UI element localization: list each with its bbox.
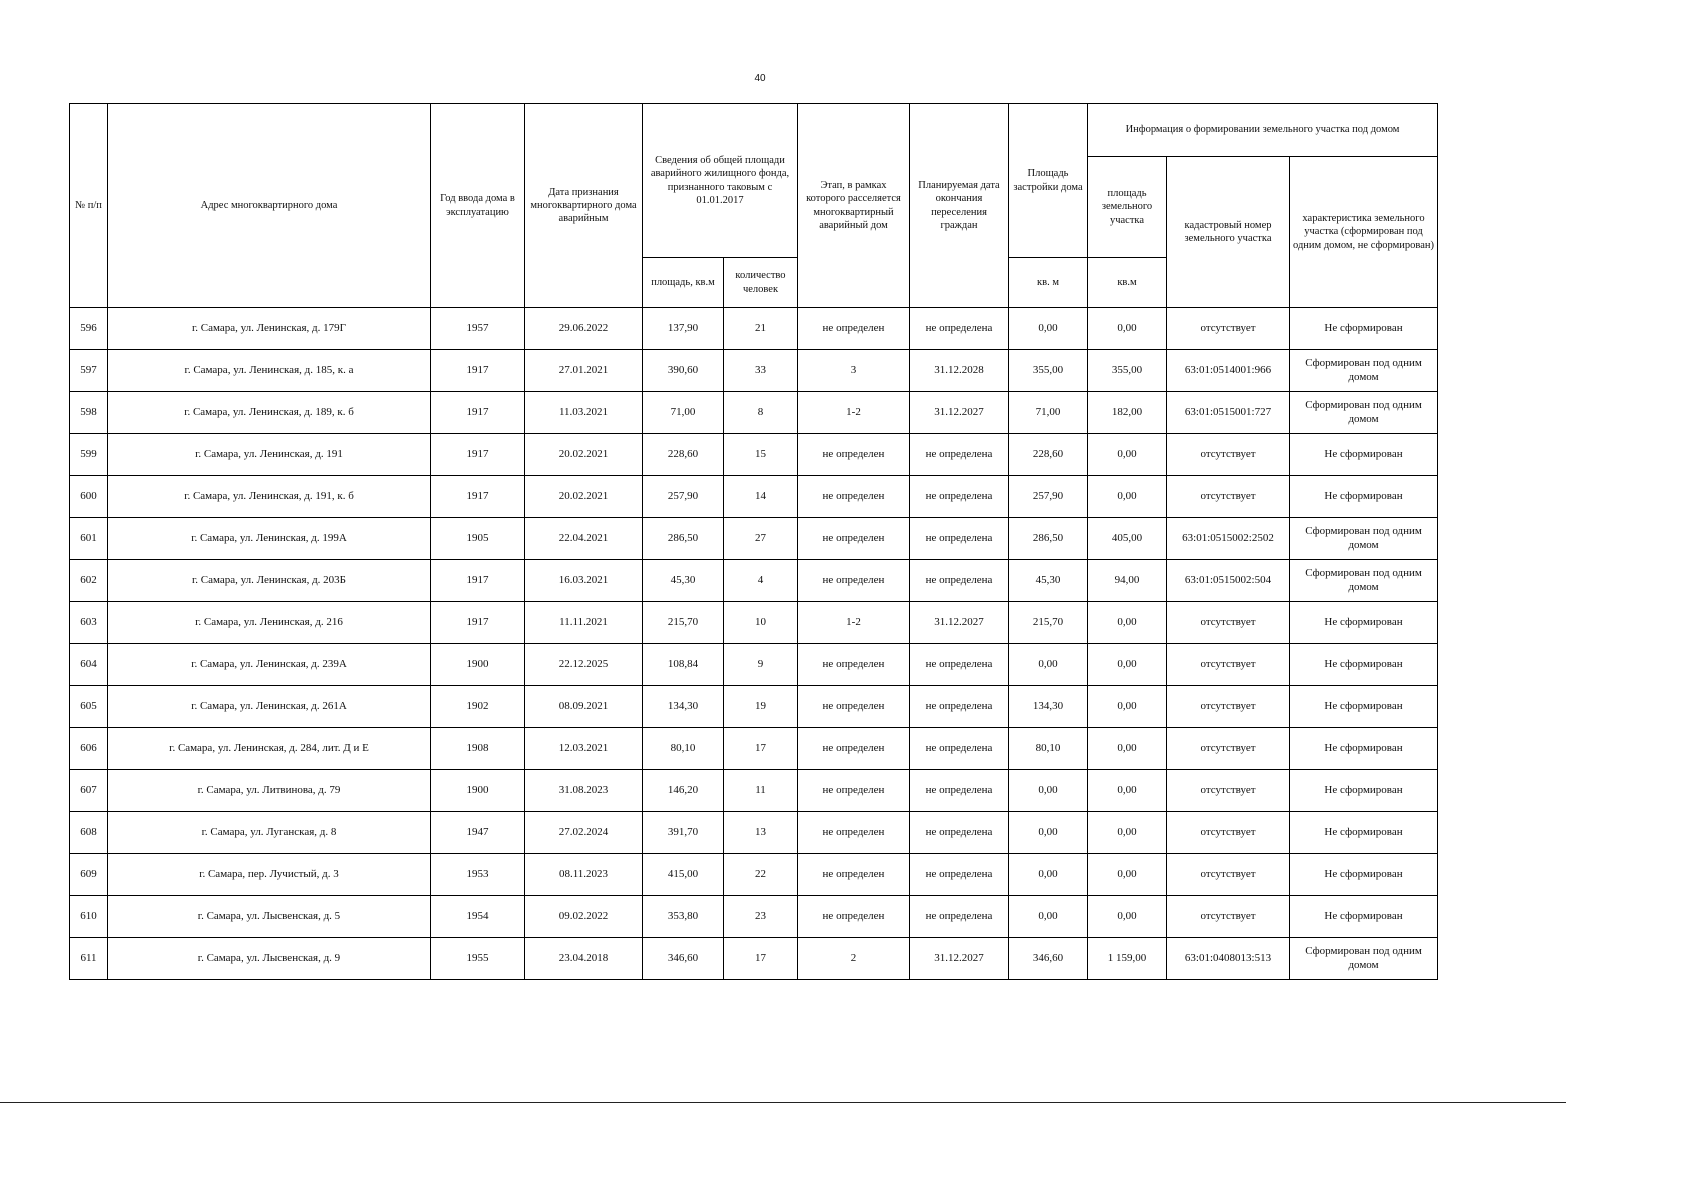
cell-year: 1947: [431, 812, 525, 854]
cell-status: Не сформирован: [1290, 476, 1438, 518]
cell-stage: не определен: [798, 476, 910, 518]
cell-people: 8: [724, 392, 798, 434]
cell-num: 605: [70, 686, 108, 728]
cell-cadastral: 63:01:0515002:504: [1167, 560, 1290, 602]
cell-land-area: 355,00: [1088, 350, 1167, 392]
cell-planned-date: не определена: [910, 686, 1009, 728]
table-row: [70, 518, 1438, 560]
cell-address: г. Самара, ул. Лысвенская, д. 9: [108, 938, 431, 980]
table-row: [70, 434, 1438, 476]
table-row: [70, 770, 1438, 812]
cell-planned-date: не определена: [910, 896, 1009, 938]
cell-people: 11: [724, 770, 798, 812]
cell-date: 27.01.2021: [525, 350, 643, 392]
cell-num: 603: [70, 602, 108, 644]
cell-stage: не определен: [798, 308, 910, 350]
cell-stage: 3: [798, 350, 910, 392]
cell-cadastral: отсутствует: [1167, 728, 1290, 770]
cell-status: Не сформирован: [1290, 770, 1438, 812]
cell-status: Сформирован под одним домом: [1290, 350, 1438, 392]
cell-planned-date: не определена: [910, 308, 1009, 350]
cell-cadastral: отсутствует: [1167, 686, 1290, 728]
table-row: [70, 644, 1438, 686]
cell-date: 08.11.2023: [525, 854, 643, 896]
header-land-area-unit: кв.м: [1088, 258, 1167, 308]
cell-year: 1900: [431, 770, 525, 812]
cell-date: 20.02.2021: [525, 434, 643, 476]
cell-planned-date: 31.12.2027: [910, 938, 1009, 980]
cell-building-area: 71,00: [1009, 392, 1088, 434]
cell-area: 134,30: [643, 686, 724, 728]
table-row: [70, 392, 1438, 434]
cell-land-area: 0,00: [1088, 602, 1167, 644]
cell-building-area: 346,60: [1009, 938, 1088, 980]
cell-date: 27.02.2024: [525, 812, 643, 854]
cell-planned-date: 31.12.2027: [910, 602, 1009, 644]
cell-status: Сформирован под одним домом: [1290, 560, 1438, 602]
table-row: [70, 350, 1438, 392]
cell-land-area: 0,00: [1088, 854, 1167, 896]
header-stage: Этап, в рамках которого расселяется многоквартирный аварийный дом: [798, 104, 910, 308]
table-row: [70, 602, 1438, 644]
header-land-area: площадь земельного участка: [1088, 157, 1167, 258]
cell-area: 146,20: [643, 770, 724, 812]
cell-date: 31.08.2023: [525, 770, 643, 812]
cell-status: Не сформирован: [1290, 308, 1438, 350]
cell-land-area: 0,00: [1088, 434, 1167, 476]
cell-building-area: 0,00: [1009, 770, 1088, 812]
cell-area: 108,84: [643, 644, 724, 686]
header-num: № п/п: [70, 104, 108, 308]
cell-stage: не определен: [798, 896, 910, 938]
cell-planned-date: не определена: [910, 560, 1009, 602]
cell-stage: не определен: [798, 644, 910, 686]
header-cadastral: кадастровый номер земельного участка: [1167, 157, 1290, 308]
cell-planned-date: не определена: [910, 518, 1009, 560]
cell-year: 1955: [431, 938, 525, 980]
cell-year: 1954: [431, 896, 525, 938]
bottom-rule: [0, 1102, 1566, 1103]
cell-address: г. Самара, ул. Ленинская, д. 191: [108, 434, 431, 476]
cell-year: 1953: [431, 854, 525, 896]
cell-area: 353,80: [643, 896, 724, 938]
cell-date: 29.06.2022: [525, 308, 643, 350]
cell-cadastral: отсутствует: [1167, 308, 1290, 350]
cell-address: г. Самара, ул. Литвинова, д. 79: [108, 770, 431, 812]
cell-cadastral: 63:01:0515002:2502: [1167, 518, 1290, 560]
table-body: [70, 308, 1438, 980]
cell-land-area: 0,00: [1088, 686, 1167, 728]
table-row: [70, 728, 1438, 770]
cell-stage: не определен: [798, 854, 910, 896]
cell-year: 1917: [431, 476, 525, 518]
cell-area: 257,90: [643, 476, 724, 518]
cell-area: 415,00: [643, 854, 724, 896]
cell-planned-date: не определена: [910, 476, 1009, 518]
cell-stage: не определен: [798, 686, 910, 728]
cell-year: 1902: [431, 686, 525, 728]
cell-cadastral: отсутствует: [1167, 770, 1290, 812]
cell-year: 1917: [431, 350, 525, 392]
cell-area: 286,50: [643, 518, 724, 560]
cell-planned-date: 31.12.2027: [910, 392, 1009, 434]
cell-cadastral: отсутствует: [1167, 476, 1290, 518]
cell-land-area: 0,00: [1088, 476, 1167, 518]
cell-land-area: 182,00: [1088, 392, 1167, 434]
cell-stage: 1-2: [798, 392, 910, 434]
header-date-recognized: Дата признания многоквартирного дома аварийным: [525, 104, 643, 308]
cell-building-area: 0,00: [1009, 896, 1088, 938]
cell-year: 1917: [431, 560, 525, 602]
cell-num: 601: [70, 518, 108, 560]
cell-people: 33: [724, 350, 798, 392]
cell-date: 09.02.2022: [525, 896, 643, 938]
header-year: Год ввода дома в эксплуатацию: [431, 104, 525, 308]
cell-planned-date: не определена: [910, 728, 1009, 770]
cell-year: 1917: [431, 602, 525, 644]
cell-land-area: 0,00: [1088, 728, 1167, 770]
cell-land-area: 94,00: [1088, 560, 1167, 602]
cell-stage: не определен: [798, 518, 910, 560]
cell-status: Сформирован под одним домом: [1290, 518, 1438, 560]
cell-address: г. Самара, ул. Ленинская, д. 239А: [108, 644, 431, 686]
cell-date: 23.04.2018: [525, 938, 643, 980]
cell-building-area: 228,60: [1009, 434, 1088, 476]
cell-year: 1917: [431, 392, 525, 434]
cell-address: г. Самара, ул. Ленинская, д. 189, к. б: [108, 392, 431, 434]
table-row: [70, 686, 1438, 728]
header-area: площадь, кв.м: [643, 258, 724, 308]
cell-stage: 2: [798, 938, 910, 980]
cell-address: г. Самара, ул. Ленинская, д. 199А: [108, 518, 431, 560]
cell-year: 1900: [431, 644, 525, 686]
header-building-area: Площадь застройки дома: [1009, 104, 1088, 258]
cell-date: 16.03.2021: [525, 560, 643, 602]
cell-people: 27: [724, 518, 798, 560]
cell-address: г. Самара, ул. Луганская, д. 8: [108, 812, 431, 854]
cell-planned-date: не определена: [910, 812, 1009, 854]
cell-land-area: 0,00: [1088, 770, 1167, 812]
cell-num: 607: [70, 770, 108, 812]
cell-people: 23: [724, 896, 798, 938]
cell-cadastral: отсутствует: [1167, 896, 1290, 938]
cell-building-area: 286,50: [1009, 518, 1088, 560]
cell-num: 610: [70, 896, 108, 938]
cell-status: Не сформирован: [1290, 602, 1438, 644]
cell-cadastral: 63:01:0408013:513: [1167, 938, 1290, 980]
cell-status: Не сформирован: [1290, 728, 1438, 770]
cell-address: г. Самара, ул. Ленинская, д. 284, лит. Д и Е: [108, 728, 431, 770]
cell-land-area: 0,00: [1088, 644, 1167, 686]
cell-address: г. Самара, пер. Лучистый, д. 3: [108, 854, 431, 896]
cell-people: 17: [724, 728, 798, 770]
cell-address: г. Самара, ул. Ленинская, д. 179Г: [108, 308, 431, 350]
cell-address: г. Самара, ул. Ленинская, д. 216: [108, 602, 431, 644]
cell-building-area: 215,70: [1009, 602, 1088, 644]
cell-year: 1905: [431, 518, 525, 560]
cell-building-area: 0,00: [1009, 854, 1088, 896]
cell-area: 80,10: [643, 728, 724, 770]
cell-land-area: 405,00: [1088, 518, 1167, 560]
cell-planned-date: 31.12.2028: [910, 350, 1009, 392]
cell-area: 71,00: [643, 392, 724, 434]
cell-cadastral: отсутствует: [1167, 812, 1290, 854]
cell-status: Не сформирован: [1290, 854, 1438, 896]
header-building-area-unit: кв. м: [1009, 258, 1088, 308]
cell-date: 12.03.2021: [525, 728, 643, 770]
cell-cadastral: отсутствует: [1167, 602, 1290, 644]
cell-people: 4: [724, 560, 798, 602]
cell-date: 20.02.2021: [525, 476, 643, 518]
cell-land-area: 1 159,00: [1088, 938, 1167, 980]
cell-building-area: 80,10: [1009, 728, 1088, 770]
cell-building-area: 0,00: [1009, 812, 1088, 854]
cell-address: г. Самара, ул. Лысвенская, д. 5: [108, 896, 431, 938]
cell-date: 08.09.2021: [525, 686, 643, 728]
cell-people: 13: [724, 812, 798, 854]
cell-status: Сформирован под одним домом: [1290, 938, 1438, 980]
cell-year: 1917: [431, 434, 525, 476]
cell-date: 11.11.2021: [525, 602, 643, 644]
cell-cadastral: отсутствует: [1167, 854, 1290, 896]
cell-area: 45,30: [643, 560, 724, 602]
cell-stage: не определен: [798, 560, 910, 602]
cell-planned-date: не определена: [910, 770, 1009, 812]
emergency-housing-table: [69, 103, 1438, 980]
table-row: [70, 476, 1438, 518]
cell-address: г. Самара, ул. Ленинская, д. 261А: [108, 686, 431, 728]
page-number: 40: [754, 73, 766, 84]
table-row: [70, 812, 1438, 854]
header-land-info: Информация о формировании земельного участка под домом: [1088, 104, 1438, 157]
cell-status: Не сформирован: [1290, 812, 1438, 854]
header-address: Адрес многоквартирного дома: [108, 104, 431, 308]
cell-land-area: 0,00: [1088, 896, 1167, 938]
table-row: [70, 938, 1438, 980]
cell-stage: не определен: [798, 434, 910, 476]
cell-num: 602: [70, 560, 108, 602]
table-header: [70, 104, 1438, 308]
cell-date: 22.04.2021: [525, 518, 643, 560]
cell-stage: 1-2: [798, 602, 910, 644]
cell-people: 17: [724, 938, 798, 980]
table-row: [70, 854, 1438, 896]
cell-status: Не сформирован: [1290, 896, 1438, 938]
cell-people: 15: [724, 434, 798, 476]
cell-address: г. Самара, ул. Ленинская, д. 191, к. б: [108, 476, 431, 518]
cell-address: г. Самара, ул. Ленинская, д. 203Б: [108, 560, 431, 602]
header-characteristic: характеристика земельного участка (сформирован под одним домом, не сформирован): [1290, 157, 1438, 308]
cell-date: 22.12.2025: [525, 644, 643, 686]
cell-building-area: 257,90: [1009, 476, 1088, 518]
cell-date: 11.03.2021: [525, 392, 643, 434]
cell-building-area: 134,30: [1009, 686, 1088, 728]
cell-people: 9: [724, 644, 798, 686]
cell-people: 21: [724, 308, 798, 350]
cell-land-area: 0,00: [1088, 812, 1167, 854]
cell-status: Не сформирован: [1290, 644, 1438, 686]
cell-num: 596: [70, 308, 108, 350]
cell-year: 1908: [431, 728, 525, 770]
header-planned-date: Планируемая дата окончания переселения граждан: [910, 104, 1009, 308]
cell-num: 611: [70, 938, 108, 980]
cell-building-area: 355,00: [1009, 350, 1088, 392]
cell-people: 14: [724, 476, 798, 518]
table-row: [70, 560, 1438, 602]
table-row: [70, 896, 1438, 938]
cell-planned-date: не определена: [910, 434, 1009, 476]
header-people: количество человек: [724, 258, 798, 308]
cell-planned-date: не определена: [910, 644, 1009, 686]
cell-num: 599: [70, 434, 108, 476]
table-row: [70, 308, 1438, 350]
cell-area: 391,70: [643, 812, 724, 854]
cell-cadastral: отсутствует: [1167, 434, 1290, 476]
cell-building-area: 45,30: [1009, 560, 1088, 602]
cell-people: 10: [724, 602, 798, 644]
cell-stage: не определен: [798, 728, 910, 770]
cell-people: 22: [724, 854, 798, 896]
cell-stage: не определен: [798, 812, 910, 854]
cell-area: 228,60: [643, 434, 724, 476]
header-area-info: Сведения об общей площади аварийного жилищного фонда, признанного таковым с 01.01.2017: [643, 104, 798, 258]
cell-status: Не сформирован: [1290, 686, 1438, 728]
cell-status: Сформирован под одним домом: [1290, 392, 1438, 434]
cell-year: 1957: [431, 308, 525, 350]
cell-status: Не сформирован: [1290, 434, 1438, 476]
cell-num: 598: [70, 392, 108, 434]
cell-address: г. Самара, ул. Ленинская, д. 185, к. а: [108, 350, 431, 392]
cell-building-area: 0,00: [1009, 644, 1088, 686]
cell-area: 390,60: [643, 350, 724, 392]
cell-area: 346,60: [643, 938, 724, 980]
cell-area: 137,90: [643, 308, 724, 350]
cell-people: 19: [724, 686, 798, 728]
cell-cadastral: 63:01:0515001:727: [1167, 392, 1290, 434]
cell-land-area: 0,00: [1088, 308, 1167, 350]
cell-planned-date: не определена: [910, 854, 1009, 896]
cell-num: 597: [70, 350, 108, 392]
cell-num: 606: [70, 728, 108, 770]
cell-stage: не определен: [798, 770, 910, 812]
cell-area: 215,70: [643, 602, 724, 644]
cell-building-area: 0,00: [1009, 308, 1088, 350]
cell-num: 609: [70, 854, 108, 896]
cell-num: 608: [70, 812, 108, 854]
cell-cadastral: 63:01:0514001:966: [1167, 350, 1290, 392]
cell-num: 604: [70, 644, 108, 686]
cell-cadastral: отсутствует: [1167, 644, 1290, 686]
cell-num: 600: [70, 476, 108, 518]
